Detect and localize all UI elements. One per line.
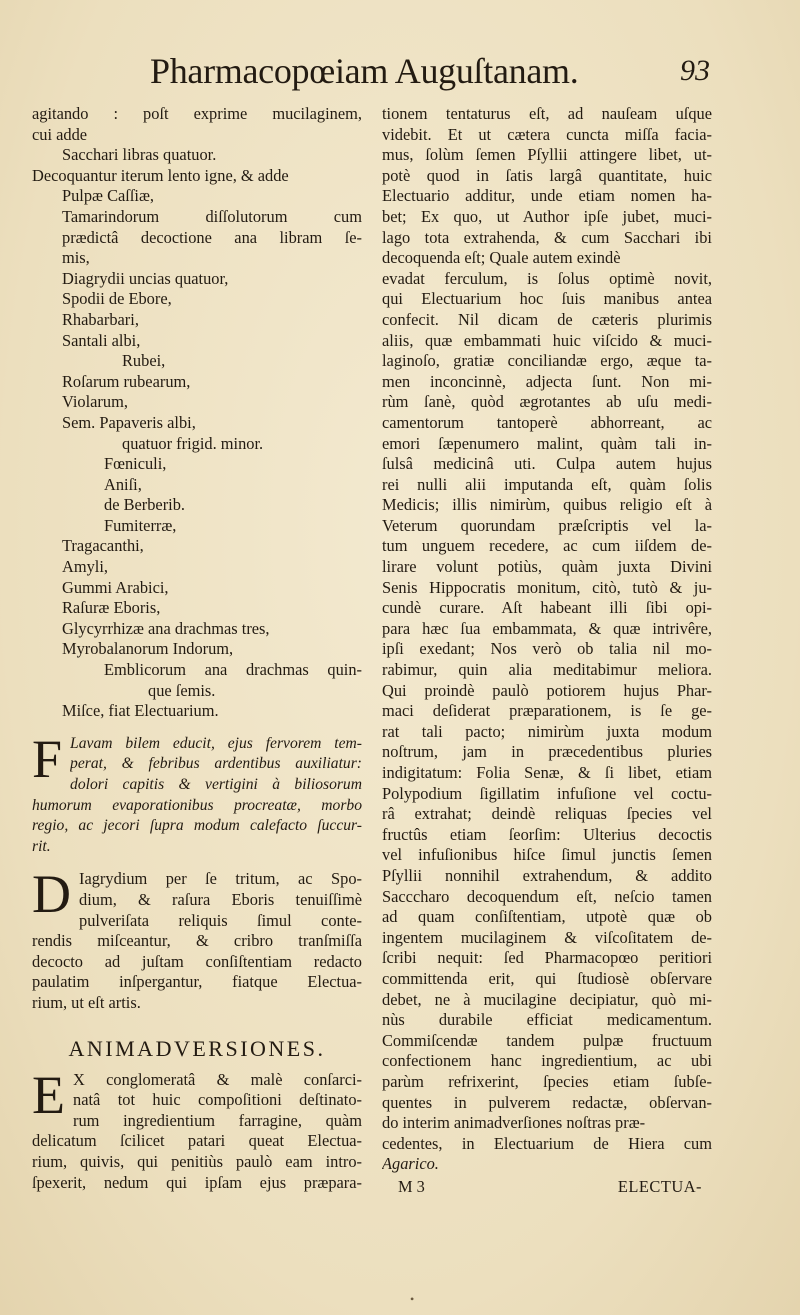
- body-line: maci deſiderat præparationem, is ſe ge-: [382, 701, 712, 721]
- body-line: bet; Ex quo, ut Author ipſe jubet, muci-: [382, 206, 712, 226]
- virtues-line: rit.: [32, 837, 51, 855]
- recipe-line: Tragacanthi,: [62, 536, 144, 556]
- body-line: Polypodium ſigillatim infuſione vel coctu-: [382, 783, 712, 803]
- body-line: lirare volunt potiùs, quàm juxta Divini: [382, 557, 712, 577]
- body-line: videbit. Et ut cætera cuncta miſſa facia-: [382, 124, 712, 144]
- body-line: ſcribi nequit: ſed Pharmacopœo peritiori: [382, 948, 712, 968]
- preparation-line: rendis miſceantur, & cribro tranſmiſſa: [32, 931, 362, 951]
- body-line: lago tota extrahenda, & cum Sacchari ibi: [382, 227, 712, 247]
- body-line: aliis, quæ embammati huic viſcido & muci-: [382, 330, 712, 350]
- body-line: Sacccharo decoquendum eſt, neſcio tamen: [382, 886, 712, 906]
- signature-mark: M 3: [398, 1176, 425, 1196]
- body-line: rabimur, quin alia meditabimur meliora.: [382, 660, 712, 680]
- body-line: camentorum tantoperè abhorreant, ac: [382, 412, 712, 432]
- body-line: noſtrum, jam in præcedentibus pluries: [382, 742, 712, 762]
- recipe-line: Gummi Arabici,: [62, 577, 169, 597]
- catchword: ELECTUA-: [617, 1176, 702, 1196]
- animadversiones-line: rum ingredientium farragine, quàm: [73, 1110, 362, 1130]
- right-body: [382, 104, 712, 1175]
- body-line: emori ſæpenumero malint, quàm tali in-: [382, 433, 712, 453]
- page-footer: [382, 1177, 712, 1199]
- recipe-line: Emblicorum ana drachmas quin-: [104, 660, 362, 680]
- recipe-line: Glycyrrhizæ ana drachmas tres,: [62, 618, 270, 638]
- body-line: tionem tentaturus eſt, ad nauſeam uſque: [382, 104, 712, 123]
- recipe-line: agitando : poſt exprime mucilaginem,: [32, 104, 362, 123]
- body-line: ad quam conſiſtentiam, utpotè quæ ob: [382, 907, 712, 927]
- recipe-line: Roſarum rubearum,: [62, 371, 191, 391]
- recipe-line: Sem. Papaveris albi,: [62, 412, 196, 432]
- recipe-line: Aniſi,: [104, 474, 142, 494]
- drop-cap: F: [32, 728, 63, 789]
- body-line: mus, ſolùm ſemen Pſyllii attingere libet, ut-: [382, 145, 712, 165]
- body-line: rùm ſanè, quòd ægrotantes ab uſu medi-: [382, 392, 712, 412]
- body-line: confectionem hanc ingredientium, ac ubi: [382, 1051, 712, 1071]
- body-line: laginoſo, gratiæ conciliandæ ergo, æque ta-: [382, 351, 712, 371]
- virtues-line: humorum evaporationibus procreatæ, morbo: [32, 796, 362, 814]
- body-line: Commiſcendæ tandem pulpæ fructuum: [382, 1030, 712, 1050]
- body-line: Veterum quorundam præſcriptis vel la-: [382, 515, 712, 535]
- recipe-line: Pulpæ Caſſiæ,: [62, 186, 154, 206]
- body-line: Medicis; illis nimirùm, quibus religio eſt à: [382, 495, 712, 515]
- section-heading: ANIMADVERSIONES.: [68, 1035, 326, 1061]
- animadversiones-paragraph: [32, 1064, 362, 1194]
- body-line: cundè curare. Aſt habeant illi ſibi opi-: [382, 598, 712, 618]
- virtues-line: regio, ac jecori ſupra modum calefacto ſuccur-: [32, 817, 362, 835]
- recipe-line: mis,: [62, 248, 90, 268]
- ink-speck: •: [410, 1292, 415, 1306]
- recipe-line: Decoquantur iterum lento igne, & adde: [32, 165, 289, 185]
- body-line: Pſyllii nonnihil extrahendum, & addito: [382, 865, 712, 885]
- recipe-line: Fumiterræ,: [104, 515, 177, 535]
- recipe-line: Miſce, fiat Electuarium.: [62, 701, 219, 721]
- recipe-line: Rubei,: [122, 351, 166, 371]
- body-line: nùs durabile efficiat medicamentum.: [382, 1010, 712, 1030]
- page-header: [150, 50, 710, 106]
- body-line: do interim animadverſiones noſtras præ-: [382, 1113, 646, 1133]
- body-line: ingentem mucilaginem & viſcoſitatem de-: [382, 927, 712, 947]
- preparation-paragraph: [32, 864, 362, 1013]
- body-line: râ extrahat; deindè reliquas ſpecies vel: [382, 804, 712, 824]
- body-line: quentes in pulverem redactæ, obſervan-: [382, 1092, 712, 1112]
- recipe-line: de Berberib.: [104, 495, 186, 515]
- recipe-line: cui adde: [32, 124, 88, 144]
- recipe-line: Santali albi,: [62, 330, 141, 350]
- body-line: potè quod in ſatis largâ quantitate, huic: [382, 165, 712, 185]
- body-line: cedentes, in Electuarium de Hiera cum: [382, 1133, 712, 1153]
- preparation-line: decocto ad juſtam conſiſtentiam redacto: [32, 951, 362, 971]
- body-line: committenda erit, qui ſtudiosè obſervare: [382, 968, 712, 988]
- preparation-line: dium, & raſura Eboris tenuiſſimè: [79, 889, 362, 909]
- virtues-line: perat, & febribus ardentibus auxiliatur:: [70, 755, 362, 773]
- body-line: debet, ne à mucilagine decipiatur, quò mi-: [382, 989, 712, 1009]
- body-line: fructûs etiam ſeorſim: Ulterius decoctis: [382, 824, 712, 844]
- virtues-line: Lavam bilem educit, ejus fervorem tem-: [70, 734, 362, 752]
- recipe-line: Violarum,: [62, 392, 128, 412]
- body-line: rat tali pacto; nimirùm juxta modum: [382, 721, 712, 741]
- body-line: evadat ferculum, is ſolus optimè novit,: [382, 268, 712, 288]
- body-line: tum unguem recedere, ac cum iiſdem de-: [382, 536, 712, 556]
- drop-cap: D: [32, 864, 71, 925]
- body-line: ipſi exedant; Nos verò ob talia nil mo-: [382, 639, 712, 659]
- recipe: [32, 104, 362, 722]
- animadversiones-line: delicatum ſcilicet patari queat Electua-: [32, 1131, 362, 1151]
- page-number: 93: [680, 54, 710, 87]
- preparation-line: Iagrydium per ſe tritum, ac Spo-: [79, 869, 362, 889]
- recipe-line: quatuor frigid. minor.: [122, 433, 264, 453]
- virtues-line: dolori capitis & vertigini à biliosorum: [70, 776, 362, 793]
- recipe-line: Rhabarbari,: [62, 309, 139, 329]
- recipe-line: Raſuræ Eboris,: [62, 598, 161, 618]
- body-line: decoquenda eſt; Quale autem exindè: [382, 248, 621, 268]
- left-column: [32, 104, 362, 1193]
- body-line: Agarico.: [382, 1154, 439, 1174]
- preparation-line: pulveriſata reliquis ſimul conte-: [79, 910, 362, 930]
- animadversiones-line: rium, quivis, qui penitiùs paulò eam intro-: [32, 1151, 362, 1171]
- recipe-line: Fœniculi,: [104, 454, 167, 474]
- recipe-line: Amyli,: [62, 557, 108, 577]
- recipe-line: Tamarindorum diſſolutorum cum: [62, 206, 362, 226]
- recipe-line: Diagrydii uncias quatuor,: [62, 268, 229, 288]
- preparation-line: paulatim inſpergantur, fiatque Electua-: [32, 972, 362, 992]
- body-line: confecit. Nil dicam de cæteris plurimis: [382, 309, 712, 329]
- animadversiones-line: ſpexerit, nedum qui ipſam ejus præpara-: [32, 1172, 362, 1192]
- body-line: Senis Hippocratis monitum, citò, tutò & ju-: [382, 577, 712, 597]
- drop-cap: E: [32, 1064, 65, 1125]
- recipe-line: Spodii de Ebore,: [62, 289, 172, 309]
- body-line: parùm refrixerint, ſpecies etiam ſubſe-: [382, 1071, 712, 1091]
- animadversiones-line: X conglomeratâ & malè conſarci-: [73, 1069, 362, 1089]
- running-title: Pharmacopœiam Auguſtanam.: [150, 51, 579, 91]
- body-line: Qui proindè paulò potiorem hujus Phar-: [382, 680, 712, 700]
- body-line: indigitatum: Folia Senæ, & ſi libet, etiam: [382, 763, 712, 782]
- body-line: qui Electuarium hoc ſuis manibus antea: [382, 289, 712, 309]
- recipe-line: Sacchari libras quatuor.: [62, 145, 217, 165]
- preparation-line: rium, ut eſt artis.: [32, 992, 141, 1012]
- body-line: ſulsâ medicinâ uti. Culpa autem hujus: [382, 454, 712, 474]
- body-line: men inconcinnè, adjecta ſunt. Non mi-: [382, 371, 712, 391]
- animadversiones-line: natâ tot huic compoſitioni deſtinato-: [73, 1090, 362, 1110]
- virtues-paragraph: [32, 728, 362, 858]
- recipe-line: prædictâ decoctione ana libram ſe-: [62, 227, 362, 247]
- body-line: vel infuſionibus hiſce ſimul junctis ſemen: [382, 845, 712, 865]
- right-column: [382, 104, 712, 1199]
- recipe-line: Myrobalanorum Indorum,: [62, 639, 234, 659]
- recipe-line: que ſemis.: [148, 680, 216, 700]
- body-line: Electuario additur, unde etiam nomen ha-: [382, 186, 712, 206]
- body-line: para hæc ſua embammata, & quæ intrivêre,: [382, 618, 712, 638]
- body-line: rei nulli alii imputanda eſt, quàm ſolis: [382, 474, 712, 494]
